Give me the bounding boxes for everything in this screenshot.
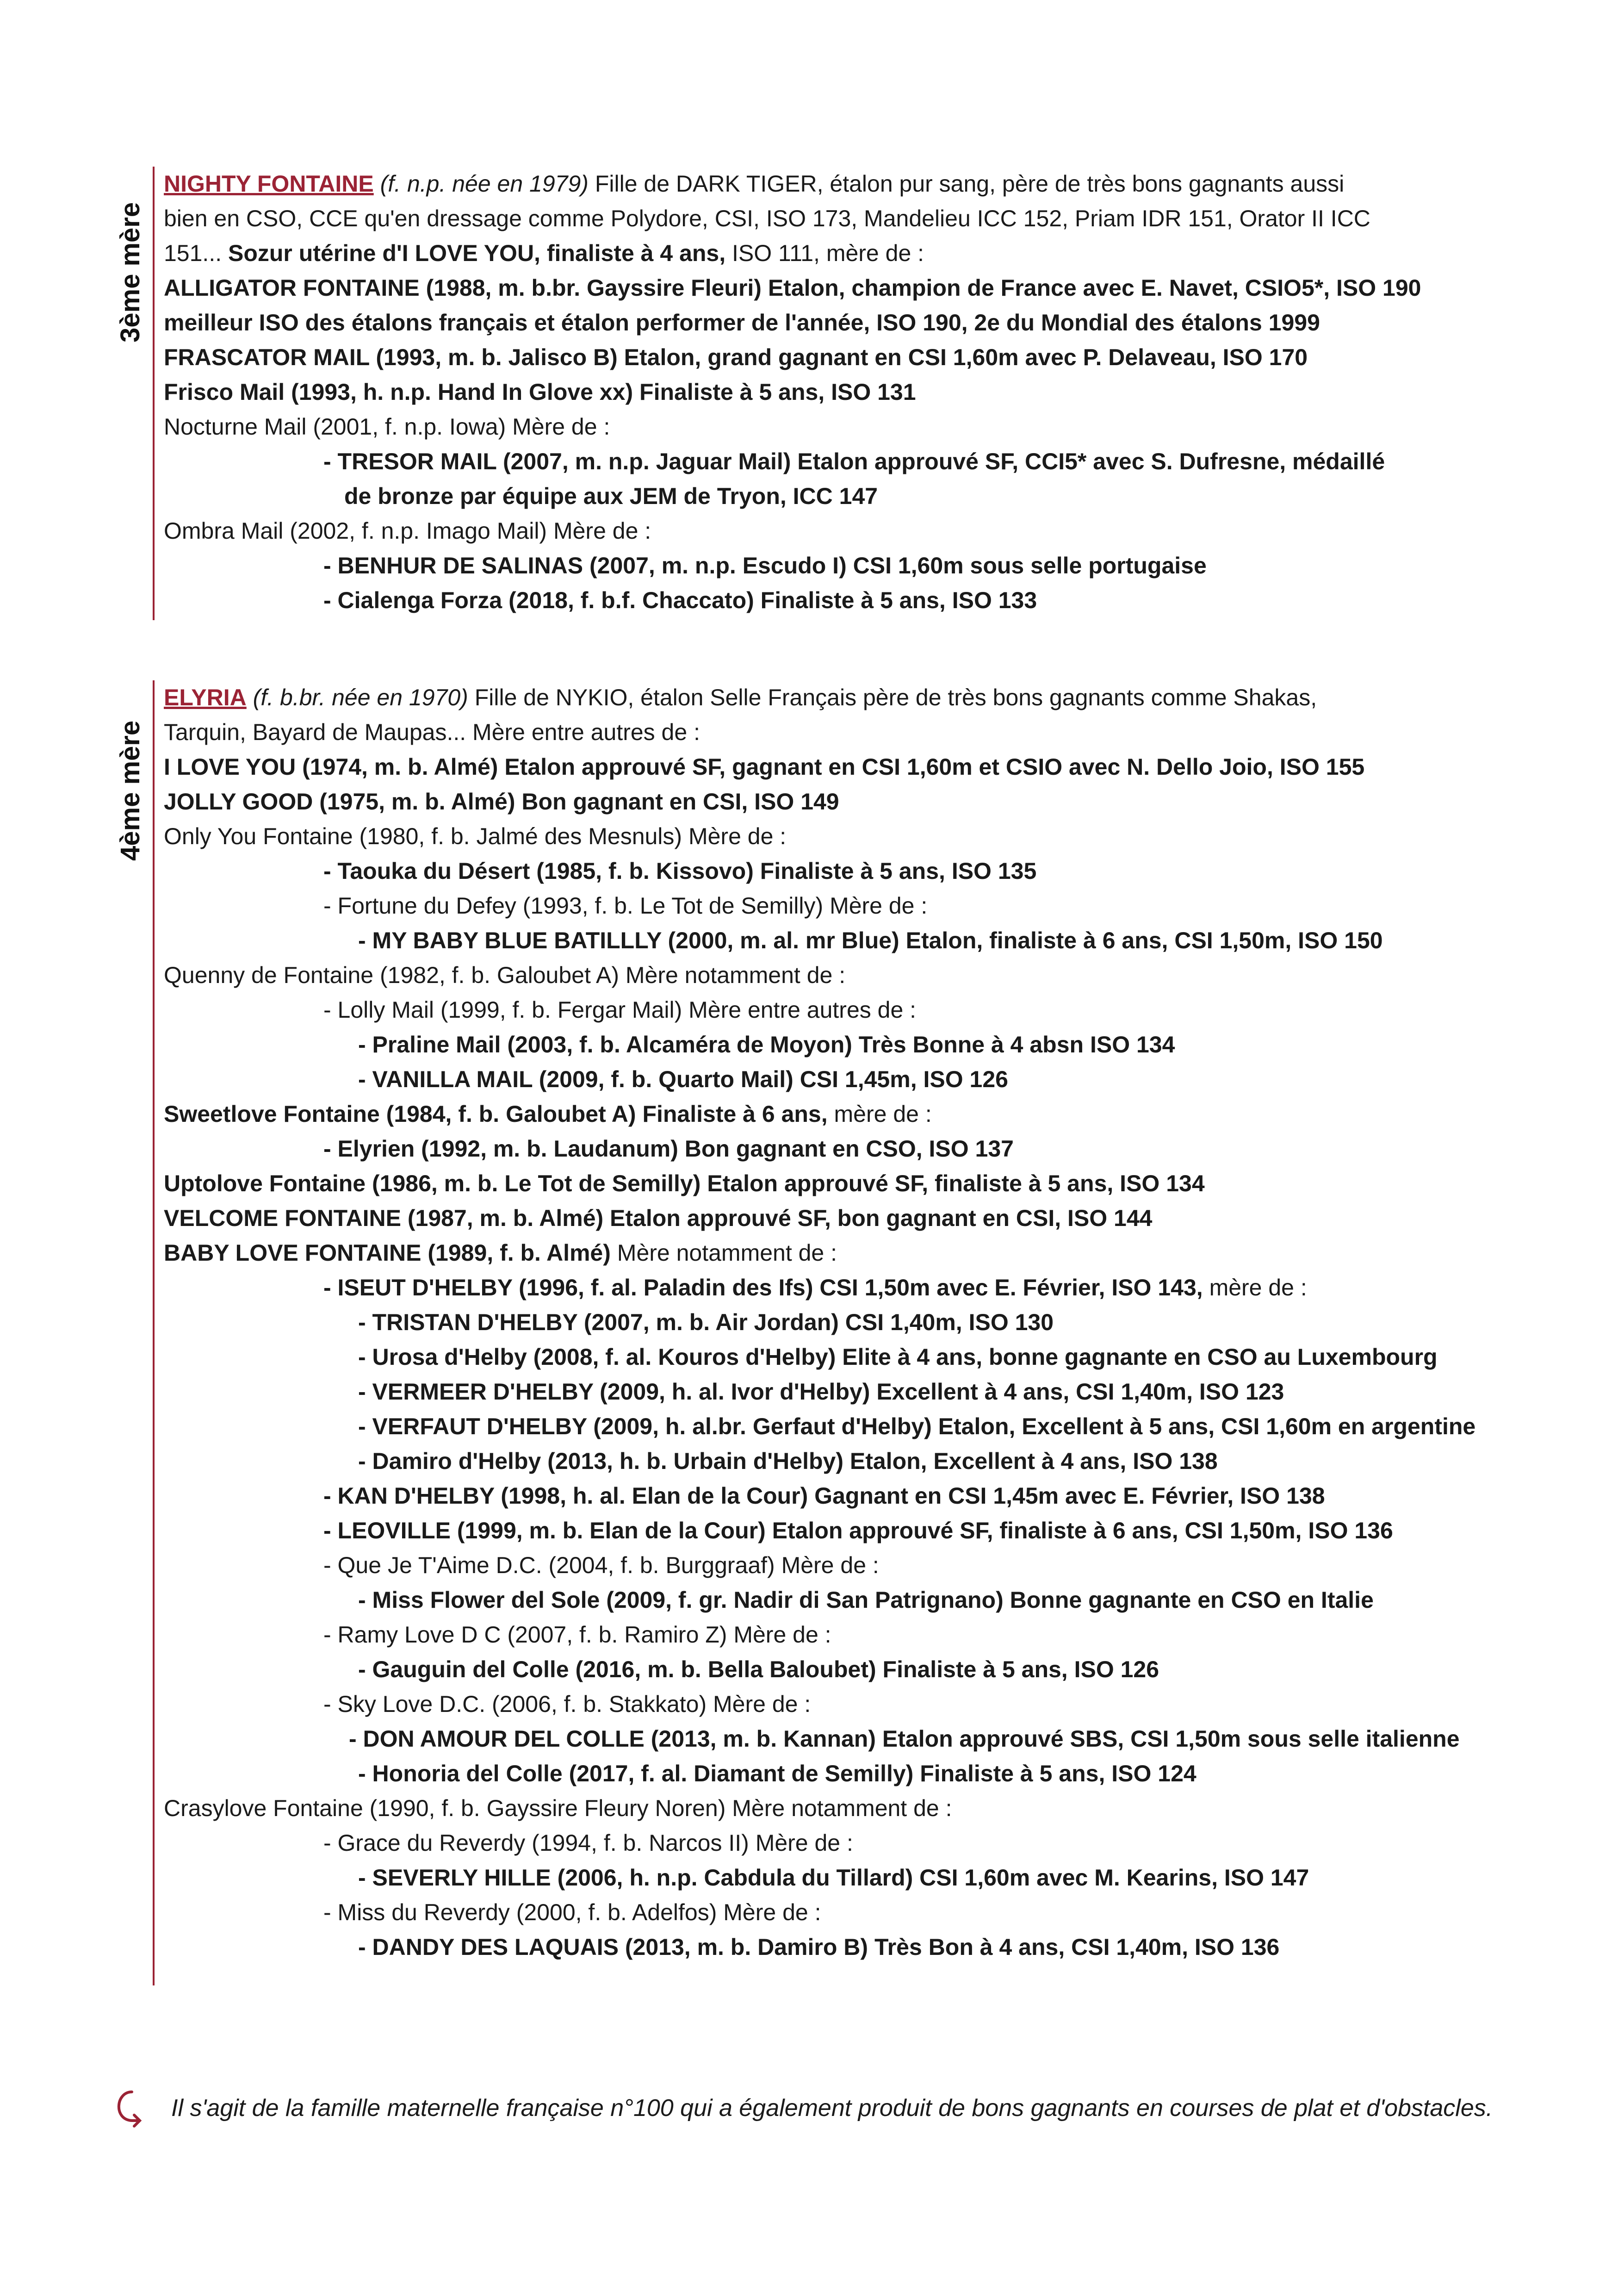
pedigree-line bbox=[164, 236, 1556, 271]
pedigree-line bbox=[164, 1652, 1556, 1687]
pedigree-line bbox=[164, 548, 1556, 583]
fourth-dam-name: ELYRIA bbox=[164, 684, 247, 710]
pedigree-line bbox=[164, 305, 1556, 340]
text-segment: - Cialenga Forza (2018, f. b.f. Chaccato) Finaliste à 5 ans, ISO 133 bbox=[323, 587, 1037, 613]
pedigree-line bbox=[164, 715, 1556, 750]
text-segment: - ISEUT D'HELBY (1996, f. al. Paladin des Ifs) CSI 1,50m avec E. Février, ISO 143, bbox=[323, 1275, 1203, 1300]
pedigree-line bbox=[164, 750, 1556, 784]
text-segment: - Grace du Reverdy (1994, f. b. Narcos II) Mère de : bbox=[323, 1830, 853, 1856]
pedigree-line bbox=[164, 1583, 1556, 1618]
pedigree-line bbox=[164, 958, 1556, 993]
text-segment: Uptolove Fontaine (1986, m. b. Le Tot de Semilly) Etalon approuvé SF, finaliste à 5 ans, ISO 134 bbox=[164, 1170, 1205, 1196]
text-segment: - KAN D'HELBY (1998, h. al. Elan de la Cour) Gagnant en CSI 1,45m avec E. Février, ISO 138 bbox=[323, 1483, 1325, 1509]
text-segment: - MY BABY BLUE BATILLLY (2000, m. al. mr Blue) Etalon, finaliste à 6 ans, CSI 1,50m, ISO 150 bbox=[358, 927, 1383, 953]
text-segment: - SEVERLY HILLE (2006, h. n.p. Cabdula du Tillard) CSI 1,60m avec M. Kearins, ISO 147 bbox=[358, 1865, 1309, 1891]
pedigree-line bbox=[164, 1097, 1556, 1132]
text-segment: JOLLY GOOD (1975, m. b. Almé) Bon gagnant en CSI, ISO 149 bbox=[164, 789, 839, 815]
pedigree-line bbox=[164, 1375, 1556, 1409]
pedigree-line bbox=[164, 889, 1556, 923]
pedigree-line bbox=[164, 583, 1556, 618]
fourth-dam-section bbox=[153, 680, 1556, 1985]
pedigree-line bbox=[164, 410, 1556, 444]
third-dam-name: NIGHTY FONTAINE bbox=[164, 171, 374, 197]
text-segment: meilleur ISO des étalons français et étalon performer de l'année, ISO 190, 2e du Mondial des étalons 1999 bbox=[164, 310, 1320, 336]
text-segment: - Damiro d'Helby (2013, h. b. Urbain d'Helby) Etalon, Excellent à 4 ans, ISO 138 bbox=[358, 1448, 1218, 1474]
text-segment: Frisco Mail (1993, h. n.p. Hand In Glove xx) Finaliste à 5 ans, ISO 131 bbox=[164, 379, 916, 405]
pedigree-line bbox=[164, 784, 1556, 819]
pedigree-line bbox=[164, 923, 1556, 958]
pedigree-line bbox=[164, 1513, 1556, 1548]
text-segment: - LEOVILLE (1999, m. b. Elan de la Cour) Etalon approuvé SF, finaliste à 6 ans, CSI 1,50m, ISO 136 bbox=[323, 1518, 1393, 1543]
pedigree-line bbox=[164, 514, 1556, 548]
text-segment: mère de : bbox=[827, 1101, 932, 1127]
pedigree-line bbox=[164, 1132, 1556, 1166]
text-segment: - Taouka du Désert (1985, f. b. Kissovo) Finaliste à 5 ans, ISO 135 bbox=[323, 858, 1037, 884]
fourth-dam-first-line bbox=[475, 684, 1317, 710]
text-segment: ISO 111, mère de : bbox=[725, 240, 924, 266]
text-segment: - TRESOR MAIL (2007, m. n.p. Jaguar Mail) Etalon approuvé SF, CCI5* avec S. Dufresne, médaillé bbox=[323, 448, 1385, 474]
pedigree-line bbox=[164, 1756, 1556, 1791]
text-segment: - Gauguin del Colle (2016, m. b. Bella Baloubet) Finaliste à 5 ans, ISO 126 bbox=[358, 1656, 1159, 1682]
text-segment: 151... bbox=[164, 240, 228, 266]
pedigree-line bbox=[164, 479, 1556, 514]
third-dam-info: (f. n.p. née en 1979) bbox=[380, 171, 589, 197]
pedigree-line bbox=[164, 1895, 1556, 1930]
text-segment: ALLIGATOR FONTAINE (1988, m. b.br. Gayssire Fleuri) Etalon, champion de France avec E. Navet, CSIO5*, ISO 190 bbox=[164, 275, 1421, 301]
text-segment: VELCOME FONTAINE (1987, m. b. Almé) Etalon approuvé SF, bon gagnant en CSI, ISO 144 bbox=[164, 1205, 1153, 1231]
pedigree-line bbox=[164, 1479, 1556, 1513]
text-segment: - Urosa d'Helby (2008, f. al. Kouros d'Helby) Elite à 4 ans, bonne gagnante en CSO au Luxembourg bbox=[358, 1344, 1438, 1370]
side-label-fourth-dam: 4ème mère bbox=[115, 720, 145, 861]
text-segment: Crasylove Fontaine (1990, f. b. Gayssire Fleury Noren) Mère notamment de : bbox=[164, 1795, 952, 1821]
text-segment: - Que Je T'Aime D.C. (2004, f. b. Burggraaf) Mère de : bbox=[323, 1552, 879, 1578]
text-segment: Fille de NYKIO, étalon Selle Français père de très bons gagnants comme Shakas, bbox=[474, 684, 1317, 710]
pedigree-line bbox=[164, 271, 1556, 305]
pedigree-line bbox=[164, 1860, 1556, 1895]
pedigree-line bbox=[164, 1166, 1556, 1201]
text-segment: - Elyrien (1992, m. b. Laudanum) Bon gagnant en CSO, ISO 137 bbox=[323, 1136, 1014, 1162]
text-segment: - DANDY DES LAQUAIS (2013, m. b. Damiro B) Très Bon à 4 ans, CSI 1,40m, ISO 136 bbox=[358, 1934, 1280, 1960]
pedigree-line bbox=[164, 993, 1556, 1027]
fourth-dam-heading bbox=[164, 680, 1556, 715]
text-segment: FRASCATOR MAIL (1993, m. b. Jalisco B) Etalon, grand gagnant en CSI 1,60m avec P. Delaveau, ISO 170 bbox=[164, 344, 1308, 370]
third-dam-lines bbox=[164, 201, 1556, 618]
text-segment: Nocturne Mail (2001, f. n.p. Iowa) Mère de : bbox=[164, 414, 610, 440]
text-segment: - Honoria del Colle (2017, f. al. Diamant de Semilly) Finaliste à 5 ans, ISO 124 bbox=[358, 1761, 1196, 1786]
text-segment: Mère notamment de : bbox=[610, 1240, 837, 1266]
fourth-dam-info: (f. b.br. née en 1970) bbox=[253, 684, 468, 710]
curved-arrow-icon bbox=[106, 2087, 148, 2129]
pedigree-line bbox=[164, 1791, 1556, 1826]
text-segment: Sweetlove Fontaine (1984, f. b. Galoubet A) Finaliste à 6 ans, bbox=[164, 1101, 828, 1127]
text-segment: Tarquin, Bayard de Maupas... Mère entre autres de : bbox=[164, 719, 700, 745]
pedigree-line bbox=[164, 1930, 1556, 1965]
text-segment: - DON AMOUR DEL COLLE (2013, m. b. Kannan) Etalon approuvé SBS, CSI 1,50m sous selle italienne bbox=[349, 1726, 1460, 1752]
text-segment: - Lolly Mail (1999, f. b. Fergar Mail) Mère entre autres de : bbox=[323, 997, 917, 1023]
text-segment: - BENHUR DE SALINAS (2007, m. n.p. Escudo I) CSI 1,60m sous selle portugaise bbox=[323, 553, 1207, 579]
footnote: Il s'agit de la famille maternelle française n°100 qui a également produit de bons gagnants en courses de plat et d'obstacles. bbox=[171, 2095, 1493, 2122]
text-segment: - VERFAUT D'HELBY (2009, h. al.br. Gerfaut d'Helby) Etalon, Excellent à 5 ans, CSI 1,60m en argentine bbox=[358, 1413, 1476, 1439]
fourth-dam-lines bbox=[164, 715, 1556, 1965]
pedigree-line bbox=[164, 1687, 1556, 1722]
pedigree-line bbox=[164, 1340, 1556, 1375]
text-segment: - Praline Mail (2003, f. b. Alcaméra de Moyon) Très Bonne à 4 absn ISO 134 bbox=[358, 1032, 1175, 1058]
text-segment: Sozur utérine d'I LOVE YOU, finaliste à 4 ans, bbox=[228, 240, 726, 266]
side-label-third-dam: 3ème mère bbox=[115, 202, 145, 342]
pedigree-line bbox=[164, 375, 1556, 410]
pedigree-line bbox=[164, 1062, 1556, 1097]
pedigree-line bbox=[164, 1409, 1556, 1444]
pedigree-line bbox=[164, 1548, 1556, 1583]
pedigree-line bbox=[164, 340, 1556, 375]
third-dam-first-line bbox=[595, 171, 1344, 197]
pedigree-line bbox=[164, 819, 1556, 854]
text-segment: I LOVE YOU (1974, m. b. Almé) Etalon approuvé SF, gagnant en CSI 1,60m et CSIO avec N. Dello Joio, ISO 155 bbox=[164, 754, 1365, 780]
pedigree-line bbox=[164, 854, 1556, 889]
text-segment: - Fortune du Defey (1993, f. b. Le Tot de Semilly) Mère de : bbox=[323, 893, 928, 919]
pedigree-line bbox=[164, 1027, 1556, 1062]
text-segment: de bronze par équipe aux JEM de Tryon, ICC 147 bbox=[344, 483, 878, 509]
text-segment: - TRISTAN D'HELBY (2007, m. b. Air Jordan) CSI 1,40m, ISO 130 bbox=[358, 1309, 1054, 1335]
pedigree-line bbox=[164, 201, 1556, 236]
pedigree-line bbox=[164, 1236, 1556, 1270]
third-dam-section bbox=[153, 167, 1556, 620]
pedigree-line bbox=[164, 1826, 1556, 1860]
text-segment: Ombra Mail (2002, f. n.p. Imago Mail) Mère de : bbox=[164, 518, 651, 544]
pedigree-line bbox=[164, 1270, 1556, 1305]
pedigree-line bbox=[164, 1444, 1556, 1479]
text-segment: Only You Fontaine (1980, f. b. Jalmé des Mesnuls) Mère de : bbox=[164, 823, 787, 849]
pedigree-line bbox=[164, 1618, 1556, 1652]
text-segment: - Sky Love D.C. (2006, f. b. Stakkato) Mère de : bbox=[323, 1691, 811, 1717]
text-segment: - Ramy Love D C (2007, f. b. Ramiro Z) Mère de : bbox=[323, 1622, 831, 1648]
pedigree-line bbox=[164, 1201, 1556, 1236]
third-dam-heading bbox=[164, 167, 1556, 201]
pedigree-line bbox=[164, 1305, 1556, 1340]
text-segment: bien en CSO, CCE qu'en dressage comme Polydore, CSI, ISO 173, Mandelieu ICC 152, Priam IDR 151, Orator II ICC bbox=[164, 205, 1370, 231]
text-segment: mère de : bbox=[1203, 1275, 1307, 1300]
text-segment: Fille de DARK TIGER, étalon pur sang, père de très bons gagnants aussi bbox=[595, 171, 1345, 197]
pedigree-line bbox=[164, 444, 1556, 479]
text-segment: BABY LOVE FONTAINE (1989, f. b. Almé) bbox=[164, 1240, 611, 1266]
text-segment: - VERMEER D'HELBY (2009, h. al. Ivor d'Helby) Excellent à 4 ans, CSI 1,40m, ISO 123 bbox=[358, 1379, 1284, 1405]
text-segment: Quenny de Fontaine (1982, f. b. Galoubet A) Mère notamment de : bbox=[164, 962, 846, 988]
text-segment: - VANILLA MAIL (2009, f. b. Quarto Mail) CSI 1,45m, ISO 126 bbox=[358, 1066, 1008, 1092]
text-segment: - Miss du Reverdy (2000, f. b. Adelfos) Mère de : bbox=[323, 1899, 821, 1925]
text-segment: - Miss Flower del Sole (2009, f. gr. Nadir di San Patrignano) Bonne gagnante en CSO en Italie bbox=[358, 1587, 1374, 1613]
pedigree-line bbox=[164, 1722, 1556, 1756]
